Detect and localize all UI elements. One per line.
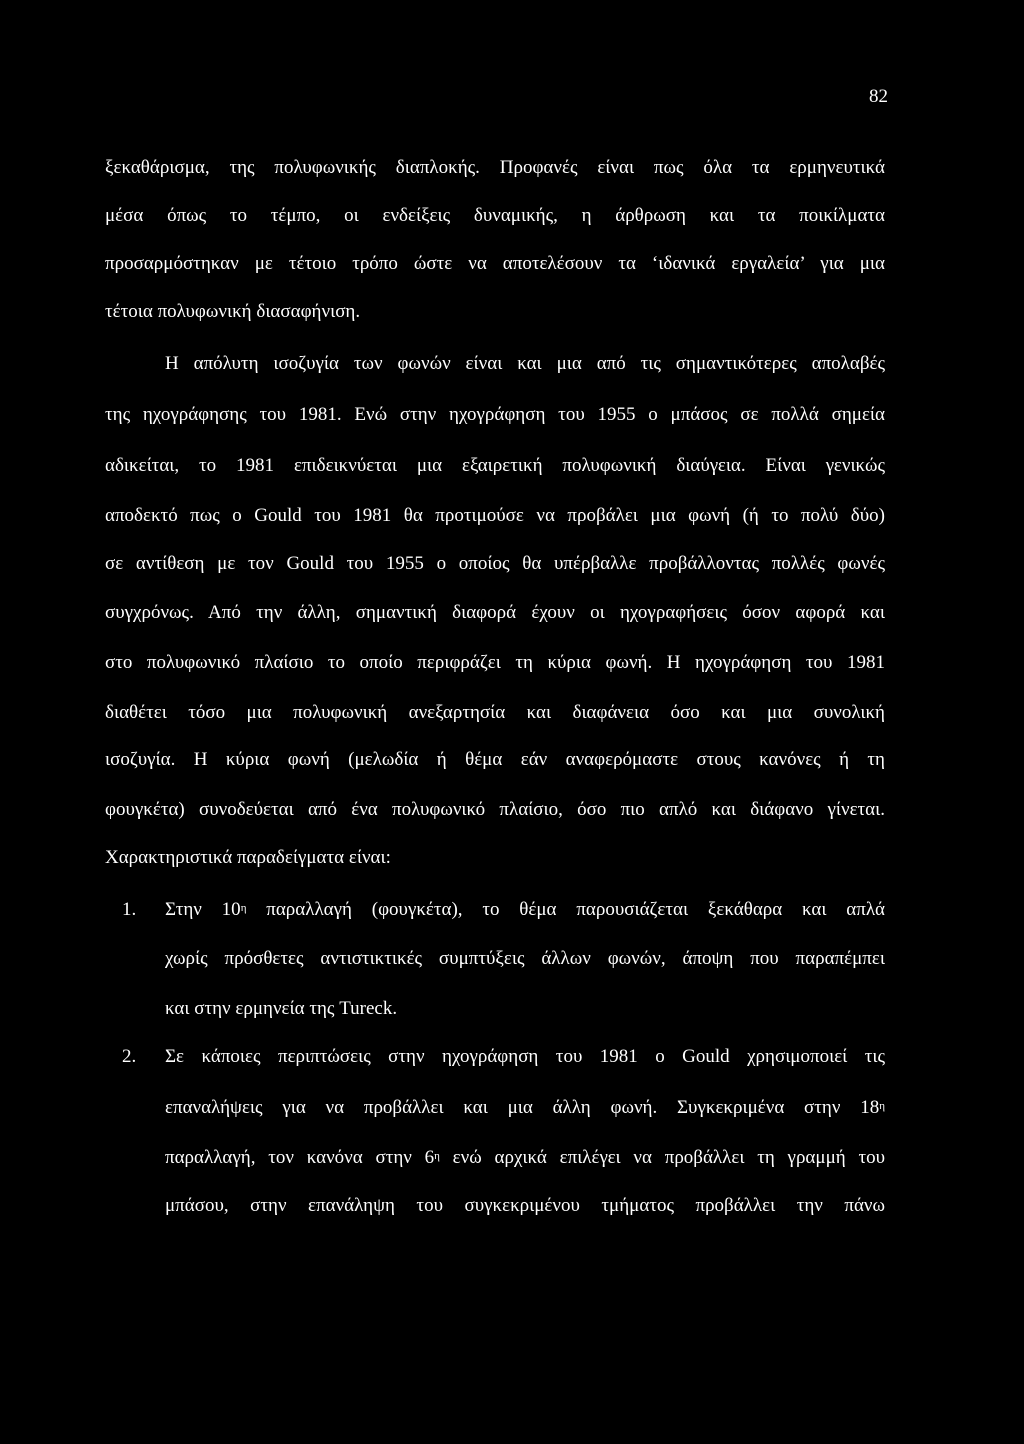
paragraph-line: σε αντίθεση με τον Gould του 1955 ο οποίος θα υπέρβαλλε προβάλλοντας πολλές φωνές — [105, 553, 885, 574]
list-item-text: ενώ αρχικά επιλέγει να προβάλλει τη γραμμή του — [439, 1147, 885, 1168]
paragraph-line: προσαρμόστηκαν με τέτοιο τρόπο ώστε να αποτελέσουν τα ‘ιδανικά εργαλεία’ για μια — [105, 253, 885, 274]
list-item-line — [165, 1096, 885, 1120]
paragraph-line: Η απόλυτη ισοζυγία των φωνών είναι και μια από τις σημαντικότερες απολαβές — [165, 353, 885, 374]
list-item-text: παραλλαγή (φουγκέτα), το θέμα παρουσιάζεται ξεκάθαρα και απλά — [246, 899, 885, 920]
ordinal-superscript: η — [434, 1150, 440, 1162]
paragraph-line: στο πολυφωνικό πλαίσιο το οποίο περιφράζει τη κύρια φωνή. Η ηχογράφηση του 1981 — [105, 652, 885, 673]
list-item-number: 1. — [122, 899, 137, 920]
paragraph-line: ξεκαθάρισμα, της πολυφωνικής διαπλοκής. Προφανές είναι πως όλα τα ερμηνευτικά — [105, 157, 885, 178]
paragraph-line: αδικείται, το 1981 επιδεικνύεται μια εξαιρετική πολυφωνική διαύγεια. Είναι γενικώς — [105, 455, 885, 476]
list-item-line — [165, 898, 885, 922]
paragraph-line: μέσα όπως το τέμπο, οι ενδείξεις δυναμικής, η άρθρωση και τα ποικίλματα — [105, 205, 885, 226]
ordinal-superscript: η — [879, 1100, 885, 1112]
paragraph-line: αποδεκτό πως ο Gould του 1981 θα προτιμούσε να προβάλει μια φωνή (ή το πολύ δύο) — [105, 505, 885, 526]
list-item-text: Στην 10 — [165, 899, 241, 920]
list-item-line: και στην ερμηνεία της Tureck. — [165, 998, 398, 1019]
list-item-number: 2. — [122, 1046, 137, 1067]
list-item-line: χωρίς πρόσθετες αντιστικτικές συμπτύξεις άλλων φωνών, άποψη που παραπέμπει — [165, 948, 885, 969]
page-number: 82 — [869, 86, 888, 107]
paragraph-line: διαθέτει τόσο μια πολυφωνική ανεξαρτησία και διαφάνεια όσο και μια συνολική — [105, 702, 885, 723]
paragraph-line: ισοζυγία. Η κύρια φωνή (μελωδία ή θέμα εάν αναφερόμαστε στους κανόνες ή τη — [105, 749, 885, 770]
list-item-line — [165, 1146, 885, 1170]
list-item-text: παραλλαγή, τον κανόνα στην 6 — [165, 1147, 435, 1168]
paragraph-line: φουγκέτα) συνοδεύεται από ένα πολυφωνικό πλαίσιο, όσο πιο απλό και διάφανο γίνεται. — [105, 799, 885, 820]
list-item-line: μπάσου, στην επανάληψη του συγκεκριμένου τμήματος προβάλλει την πάνω — [165, 1195, 885, 1216]
list-item-text: επαναλήψεις για να προβάλλει και μια άλλη φωνή. Συγκεκριμένα στην 18 — [165, 1097, 880, 1118]
list-item-line: Σε κάποιες περιπτώσεις στην ηχογράφηση του 1981 ο Gould χρησιμοποιεί τις — [165, 1046, 885, 1067]
paragraph-line: τέτοια πολυφωνική διασαφήνιση. — [105, 301, 361, 322]
paragraph-line: Χαρακτηριστικά παραδείγματα είναι: — [105, 847, 391, 868]
paragraph-line: συγχρόνως. Από την άλλη, σημαντική διαφορά έχουν οι ηχογραφήσεις όσον αφορά και — [105, 602, 885, 623]
ordinal-superscript: η — [240, 902, 247, 914]
paragraph-line: της ηχογράφησης του 1981. Ενώ στην ηχογράφηση του 1955 ο μπάσος σε πολλά σημεία — [105, 404, 885, 425]
